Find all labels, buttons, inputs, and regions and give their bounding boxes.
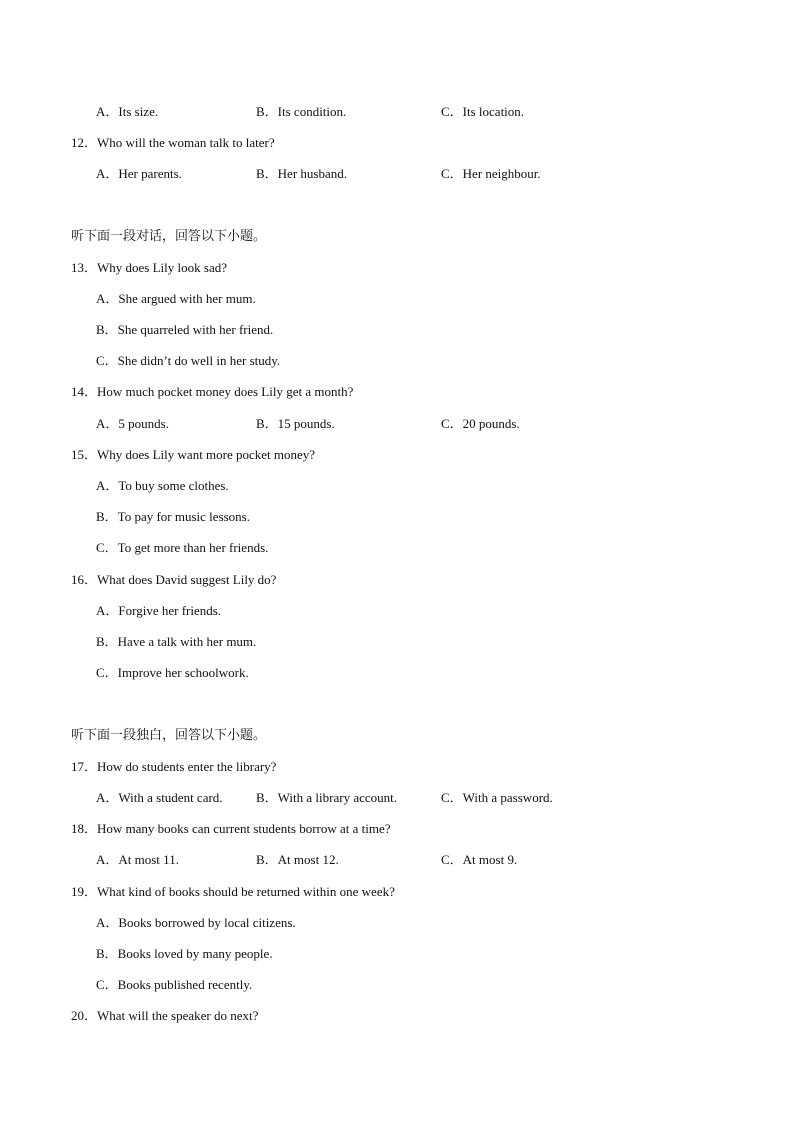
question-number: 18． (71, 821, 98, 836)
question-text: How do students enter the library? (97, 759, 277, 774)
option-a: A．5 pounds. (96, 416, 169, 431)
section-heading-dialogue: 听下面一段对话，回答以下小题。 (71, 229, 267, 244)
option-a: A．To buy some clothes. (96, 478, 229, 493)
option-b: B．She quarreled with her friend. (96, 322, 274, 337)
question-18 (71, 819, 391, 839)
question-number: 19． (71, 884, 98, 899)
option-b: B．To pay for music lessons. (96, 509, 250, 524)
option-c: C．Improve her schoolwork. (96, 665, 249, 680)
option-b: B．At most 12. (256, 852, 339, 867)
question-text: Why does Lily look sad? (97, 260, 227, 275)
question-12 (71, 133, 275, 153)
question-number: 12． (71, 135, 98, 150)
question-text: What does David suggest Lily do? (97, 572, 277, 587)
option-c: C．Books published recently. (96, 977, 253, 992)
question-17 (71, 757, 276, 777)
option-b: B．Books loved by many people. (96, 946, 273, 961)
question-14 (71, 382, 353, 402)
option-c: C．She didn’t do well in her study. (96, 353, 281, 368)
option-c: C．Its location. (441, 104, 525, 119)
option-c: C．Her neighbour. (441, 166, 541, 181)
question-text: What kind of books should be returned within one week? (97, 884, 395, 899)
question-text: What will the speaker do next? (97, 1008, 259, 1023)
question-13 (71, 258, 227, 278)
option-a: A．Her parents. (96, 166, 182, 181)
option-b: B．Have a talk with her mum. (96, 634, 257, 649)
question-text: How much pocket money does Lily get a month? (97, 384, 354, 399)
option-a: A．Books borrowed by local citizens. (96, 915, 296, 930)
question-number: 13． (71, 260, 98, 275)
option-b: B．Her husband. (256, 166, 347, 181)
question-text: Why does Lily want more pocket money? (97, 447, 316, 462)
option-c: C．With a password. (441, 790, 553, 805)
question-number: 17． (71, 759, 98, 774)
option-b: B．With a library account. (256, 790, 397, 805)
question-16 (71, 570, 276, 590)
question-15 (71, 445, 315, 465)
option-a: A．At most 11. (96, 852, 179, 867)
option-a: A．Forgive her friends. (96, 603, 222, 618)
option-b: B．15 pounds. (256, 416, 335, 431)
question-number: 14． (71, 384, 98, 399)
question-number: 16． (71, 572, 98, 587)
option-c: C．At most 9. (441, 852, 518, 867)
question-20 (71, 1006, 258, 1026)
option-a: A．With a student card. (96, 790, 223, 805)
option-c: C．20 pounds. (441, 416, 520, 431)
question-number: 15． (71, 447, 98, 462)
option-c: C．To get more than her friends. (96, 540, 269, 555)
question-number: 20． (71, 1008, 98, 1023)
question-text: Who will the woman talk to later? (97, 135, 275, 150)
section-heading-monologue: 听下面一段独白，回答以下小题。 (71, 728, 267, 743)
option-a: A．Its size. (96, 104, 159, 119)
question-19 (71, 882, 395, 902)
question-text: How many books can current students borrow at a time? (97, 821, 391, 836)
option-b: B．Its condition. (256, 104, 347, 119)
option-a: A．She argued with her mum. (96, 291, 256, 306)
